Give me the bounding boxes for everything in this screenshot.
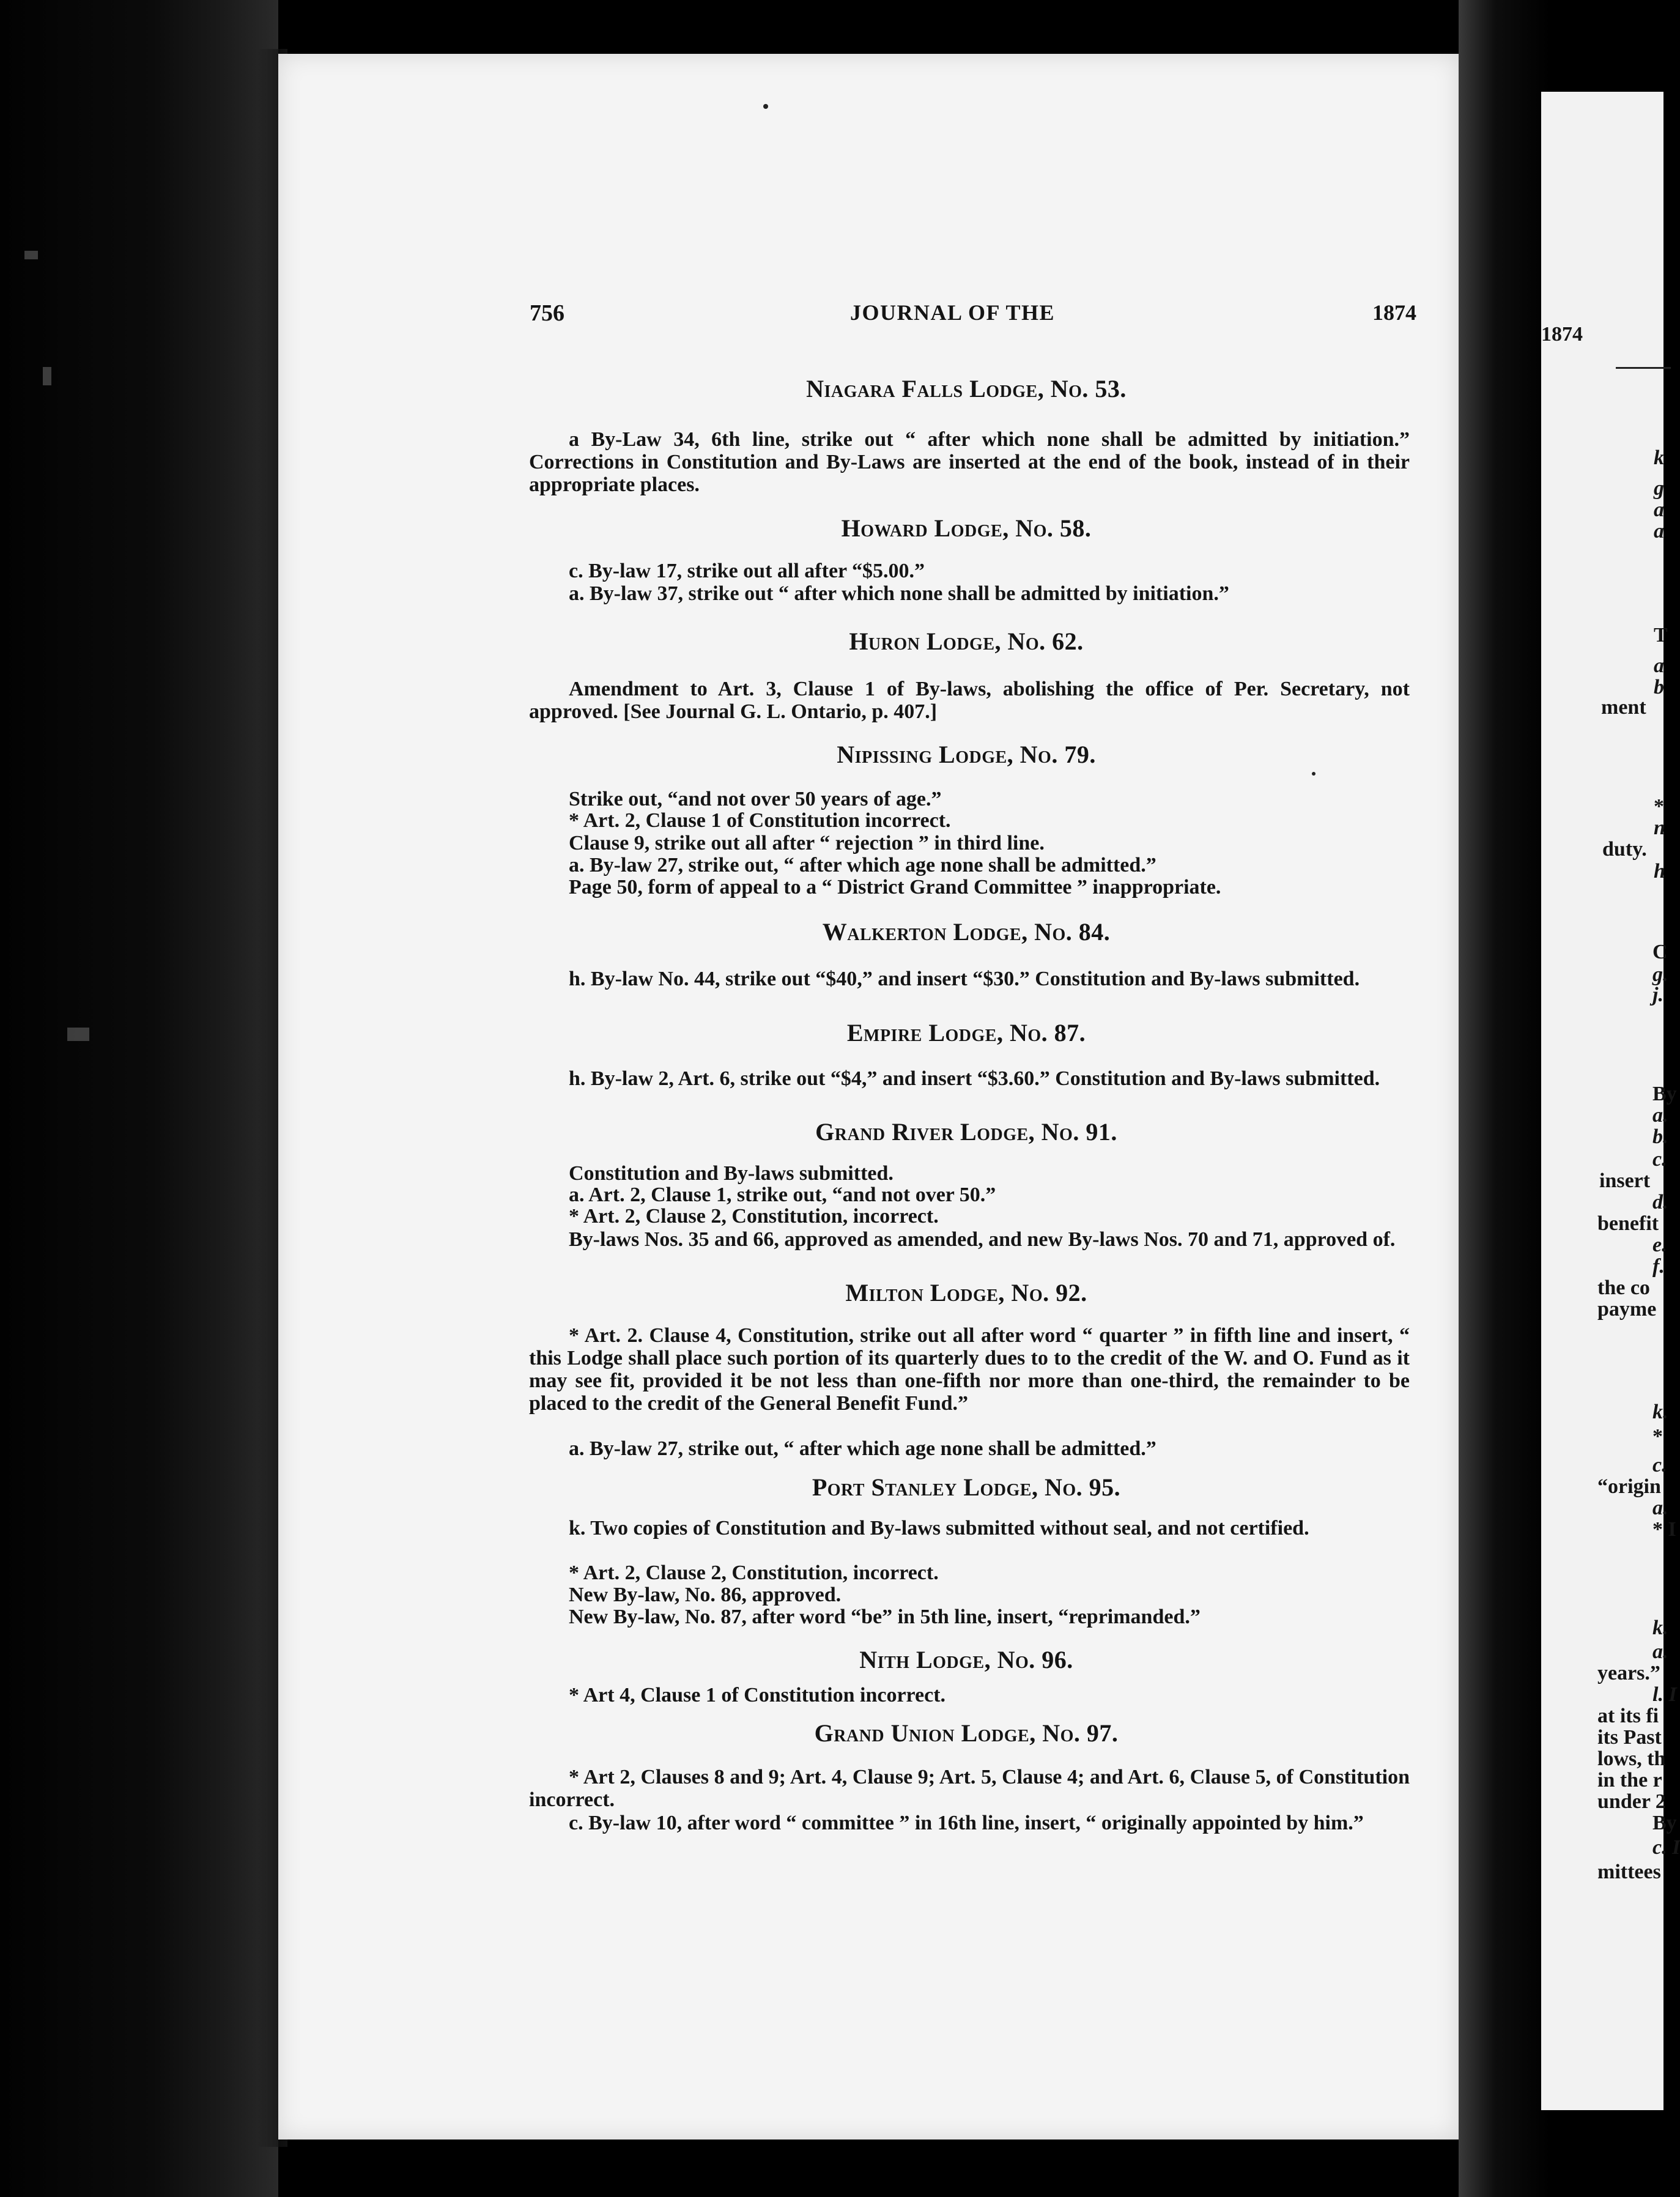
facing-fragment: years.” bbox=[1597, 1662, 1660, 1684]
book-gutter bbox=[1459, 0, 1550, 2197]
left-dark-margin bbox=[0, 0, 278, 2197]
entry-line: a. Art. 2, Clause 1, strike out, “and not over 50.” bbox=[569, 1184, 996, 1206]
facing-fragment: c. bbox=[1652, 1148, 1667, 1171]
facing-fragment: a bbox=[1654, 654, 1664, 677]
entry-line: a. By-law 37, strike out “ after which none shall be admitted by initiation.” bbox=[569, 582, 1229, 605]
lodge-heading: Niagara Falls Lodge, No. 53. bbox=[806, 375, 1127, 402]
facing-fragment: f. bbox=[1652, 1255, 1665, 1278]
scan-speck bbox=[43, 367, 51, 385]
lodge-heading: Howard Lodge, No. 58. bbox=[841, 514, 1092, 542]
entry-line: New By-law, No. 86, approved. bbox=[569, 1584, 842, 1606]
facing-fragment: “origin bbox=[1597, 1475, 1661, 1498]
entry-line: a. By-law 27, strike out, “ after which age none shall be admitted.” bbox=[569, 854, 1156, 876]
lodge-heading: Empire Lodge, No. 87. bbox=[846, 1019, 1086, 1047]
entry-line: * Art. 2, Clause 2, Constitution, incorrect. bbox=[569, 1562, 939, 1584]
scan-speck bbox=[24, 251, 38, 259]
lodge-heading: Nipissing Lodge, No. 79. bbox=[837, 741, 1096, 768]
entry-line: Clause 9, strike out all after “ rejection ” in third line. bbox=[569, 832, 1045, 854]
facing-fragment: C bbox=[1652, 941, 1668, 963]
facing-fragment: l. I bbox=[1652, 1683, 1677, 1706]
lodge-heading: Nith Lodge, No. 96. bbox=[859, 1646, 1073, 1673]
facing-fragment: g. bbox=[1652, 963, 1668, 986]
facing-fragment: j. bbox=[1652, 984, 1663, 1006]
lodge-heading: Huron Lodge, No. 62. bbox=[849, 628, 1084, 655]
page-number: 756 bbox=[530, 300, 564, 326]
facing-fragment: in the r bbox=[1597, 1769, 1662, 1791]
lodge-heading: Grand Union Lodge, No. 97. bbox=[814, 1719, 1119, 1747]
facing-fragment: k. bbox=[1652, 1617, 1668, 1639]
facing-fragment: a. bbox=[1652, 1104, 1668, 1127]
facing-fragment: T bbox=[1654, 624, 1668, 647]
lodge-heading: Walkerton Lodge, No. 84. bbox=[822, 918, 1111, 946]
facing-fragment: duty. bbox=[1602, 838, 1647, 861]
facing-page bbox=[1541, 92, 1680, 2110]
facing-fragment: * I bbox=[1652, 1518, 1676, 1541]
entry-line: * Art 4, Clause 1 of Constitution incorrect. bbox=[569, 1684, 946, 1706]
entry-line: * Art. 2, Clause 2, Constitution, incorrect. bbox=[569, 1205, 939, 1228]
entry-paragraph: * Art 2, Clauses 8 and 9; Art. 4, Clause 9; Art. 5, Clause 4; and Art. 6, Clause 5, of Constitution incorrect. bbox=[529, 1766, 1410, 1811]
facing-fragment: n bbox=[1654, 817, 1665, 839]
facing-fragment: By bbox=[1652, 1812, 1677, 1834]
entry-line: New By-law, No. 87, after word “be” in 5th line, insert, “reprimanded.” bbox=[569, 1606, 1201, 1628]
facing-fragment: * bbox=[1652, 1425, 1663, 1448]
entry-line: Page 50, form of appeal to a “ District Grand Committee ” inappropriate. bbox=[569, 876, 1221, 898]
entry-paragraph: a By-Law 34, 6th line, strike out “ after which none shall be admitted by initiation.” Corrections in Constitution and By-Laws are inserted at the end of the book, instead of in their appropriate places. bbox=[529, 428, 1410, 496]
facing-fragment: e. bbox=[1652, 1234, 1667, 1256]
facing-fragment: k bbox=[1654, 446, 1664, 469]
facing-fragment: at its fi bbox=[1597, 1705, 1659, 1727]
entry-paragraph: h. By-law 2, Art. 6, strike out “$4,” and insert “$3.60.” Constitution and By-laws submitted. bbox=[569, 1067, 1380, 1090]
facing-fragment: a bbox=[1654, 520, 1664, 543]
facing-fragment: the co bbox=[1597, 1276, 1650, 1299]
facing-fragment: g bbox=[1654, 477, 1664, 500]
facing-fragment: d. bbox=[1652, 1191, 1668, 1213]
entry-paragraph: h. By-law No. 44, strike out “$40,” and insert “$30.” Constitution and By-laws submitted. bbox=[569, 968, 1360, 990]
ink-dot bbox=[1312, 772, 1316, 776]
running-title: JOURNAL OF THE bbox=[850, 300, 1056, 325]
scan-speck bbox=[67, 1028, 89, 1041]
facing-fragment: benefit bbox=[1597, 1212, 1659, 1235]
facing-fragment: lows, th bbox=[1597, 1747, 1666, 1770]
lodge-heading: Port Stanley Lodge, No. 95. bbox=[812, 1473, 1121, 1501]
entry-line: * Art. 2, Clause 1 of Constitution incorrect. bbox=[569, 809, 951, 832]
entry-paragraph: By-laws Nos. 35 and 66, approved as amended, and new By-laws Nos. 70 and 71, approved of. bbox=[569, 1228, 1396, 1251]
facing-fragment: a bbox=[1654, 498, 1664, 521]
facing-fragment: a. bbox=[1652, 1497, 1668, 1519]
entry-paragraph: * Art. 2. Clause 4, Constitution, strike out all after word “ quarter ” in fifth line and insert, “ this Lodge shall place such portion of its quarterly dues to to the credit of the W. and O. Fund as it may see fit, provided it be not less than one-fifth nor more than one-third, the remainder to be placed to the credit of the General Benefit Fund.” bbox=[529, 1324, 1410, 1415]
facing-fragment: insert bbox=[1599, 1169, 1651, 1192]
entry-line: c. By-law 17, strike out all after “$5.00.” bbox=[569, 560, 925, 582]
entry-line: Constitution and By-laws submitted. bbox=[569, 1162, 894, 1185]
facing-fragment: ment bbox=[1601, 696, 1646, 719]
facing-fragment: c. bbox=[1652, 1454, 1667, 1476]
facing-fragment: h bbox=[1654, 860, 1665, 883]
lodge-heading: Milton Lodge, No. 92. bbox=[845, 1279, 1087, 1306]
facing-page-rule bbox=[1616, 367, 1671, 369]
entry-paragraph: k. Two copies of Constitution and By-laws submitted without seal, and not certified. bbox=[569, 1517, 1309, 1539]
entry-paragraph: c. By-law 10, after word “ committee ” in 16th line, insert, “ originally appointed by him.” bbox=[569, 1812, 1364, 1834]
lodge-heading: Grand River Lodge, No. 91. bbox=[815, 1118, 1117, 1146]
entry-line: Strike out, “and not over 50 years of age.” bbox=[569, 788, 942, 810]
facing-fragment: c. I bbox=[1652, 1836, 1680, 1859]
entry-paragraph: Amendment to Art. 3, Clause 1 of By-laws, abolishing the office of Per. Secretary, not approved. [See Journal G. L. Ontario, p. 407.] bbox=[529, 678, 1410, 723]
facing-fragment: k. bbox=[1652, 1401, 1668, 1423]
facing-page-year: 1874 bbox=[1541, 323, 1583, 346]
facing-fragment: under 2 bbox=[1597, 1790, 1666, 1813]
facing-fragment: its Past bbox=[1597, 1726, 1662, 1749]
facing-fragment: * bbox=[1654, 795, 1664, 818]
facing-fragment: b bbox=[1654, 676, 1664, 698]
ink-dot bbox=[763, 104, 768, 109]
facing-fragment: b. bbox=[1652, 1125, 1668, 1148]
facing-fragment: mittees bbox=[1597, 1861, 1661, 1883]
entry-line: a. By-law 27, strike out, “ after which age none shall be admitted.” bbox=[569, 1437, 1156, 1460]
facing-fragment: a. bbox=[1652, 1640, 1668, 1663]
facing-fragment: payme bbox=[1597, 1298, 1657, 1321]
facing-fragment: By bbox=[1652, 1083, 1677, 1105]
header-year: 1874 bbox=[1372, 300, 1416, 325]
